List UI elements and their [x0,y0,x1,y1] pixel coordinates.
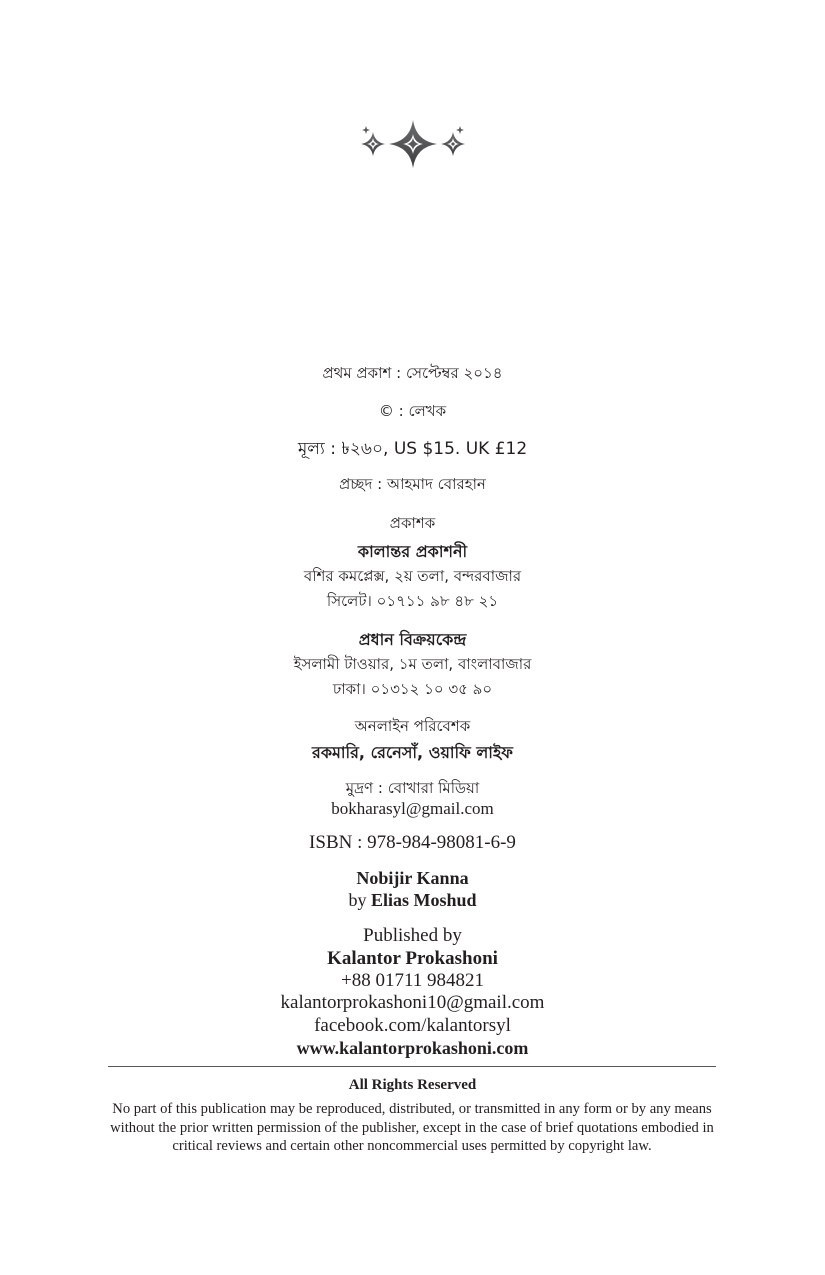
publisher-phone: +88 01711 984821 [340,970,484,991]
publisher-name-english: Kalantor Prokashoni [327,948,498,969]
sales-center-city-phone: ঢাকা। ০১৩১২ ১০ ৩৫ ৯০ [332,680,493,698]
publisher-facebook: facebook.com/kalantorsyl [314,1015,511,1036]
by-prefix: by [348,890,367,910]
sales-center-heading: প্রধান বিক্রয়কেন্দ্র [358,630,467,649]
ornament [0,118,825,175]
printing-line: মুদ্রণ : বোখারা মিডিয়া [345,779,480,797]
isbn-line: ISBN : 978-984-98081-6-9 [309,832,516,853]
book-title: Nobijir Kanna [356,868,469,888]
copyright-line: © : লেখক [378,402,447,420]
four-point-star-ornament-icon [358,118,468,170]
online-heading: অনলাইন পরিবেশক [354,717,471,735]
author-name: Elias Moshud [370,890,477,910]
publisher-address: বশির কমপ্লেক্স, ২য় তলা, বন্দরবাজার [303,567,522,585]
divider-rule [108,1066,716,1067]
online-distributors: রকমারি, রেনেসাঁ, ওয়াফি লাইফ [312,743,513,762]
publisher-website: www.kalantorprokashoni.com [296,1038,529,1058]
sales-center-address: ইসলামী টাওয়ার, ১ম তলা, বাংলাবাজার [293,655,532,673]
price-line: মূল্য : ৳২৬০, US $15. UK £12 [297,439,528,459]
rights-heading: All Rights Reserved [348,1077,477,1093]
author-line [0,890,825,911]
first-edition-line: প্রথম প্রকাশ : সেপ্টেম্বর ২০১৪ [322,364,503,382]
publisher-name-bengali: কালান্তর প্রকাশনী [357,542,468,561]
publisher-email: kalantorprokashoni10@gmail.com [280,992,545,1013]
rights-notice: No part of this publication may be reproduced, distributed, or transmitted in any form or by any means without the prior written permission of the publisher, except in the case of brief quotations embodied in critical reviews and certain other noncommercial uses permitted by copyright law. [110,1101,714,1155]
publisher-heading: প্রকাশক [389,514,436,532]
published-by-label: Published by [363,925,462,946]
publisher-city-phone: সিলেট। ০১৭১১ ৯৮ ৪৮ ২১ [326,592,499,610]
cover-designer-line: প্রচ্ছদ : আহমাদ বোরহান [339,475,486,493]
printer-email: bokharasyl@gmail.com [331,799,494,818]
